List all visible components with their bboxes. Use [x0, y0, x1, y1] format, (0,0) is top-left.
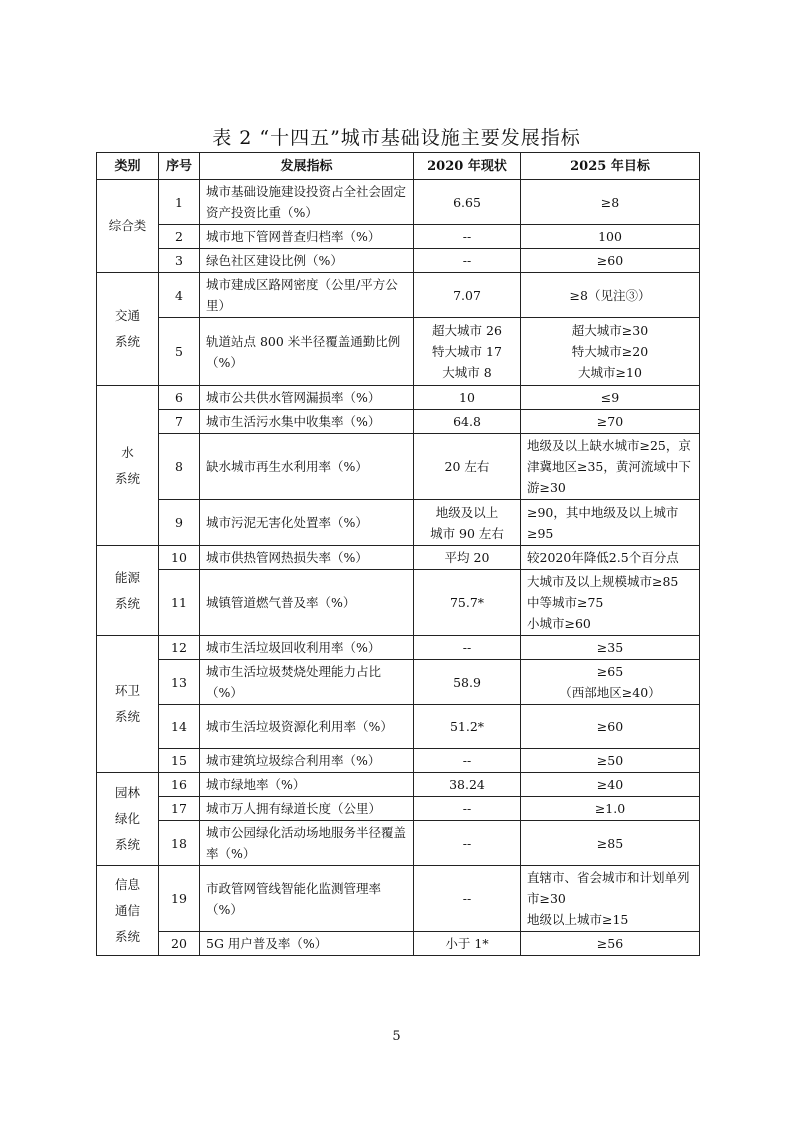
- table-row: [97, 386, 700, 410]
- row-number: 3: [159, 249, 200, 273]
- row-number: 19: [159, 866, 200, 932]
- category-cell: 能源 系统: [97, 546, 159, 636]
- indicator-cell: 城市万人拥有绿道长度（公里）: [200, 797, 414, 821]
- table-row: [97, 866, 700, 932]
- table-row: [97, 570, 700, 636]
- table-row: [97, 434, 700, 500]
- table-row: [97, 546, 700, 570]
- indicator-cell: 城市绿地率（%）: [200, 773, 414, 797]
- target-2025-cell: ≥8: [521, 180, 700, 225]
- row-number: 17: [159, 797, 200, 821]
- table-row: [97, 660, 700, 705]
- status-2020-cell: 地级及以上 城市 90 左右: [414, 500, 521, 546]
- table-row: [97, 932, 700, 956]
- table-row: [97, 797, 700, 821]
- category-cell: 综合类: [97, 180, 159, 273]
- row-number: 4: [159, 273, 200, 318]
- table-row: [97, 249, 700, 273]
- status-2020-cell: --: [414, 636, 521, 660]
- status-2020-cell: 平均 20: [414, 546, 521, 570]
- target-2025-cell: 超大城市≥30 特大城市≥20 大城市≥10: [521, 318, 700, 386]
- target-2025-cell: ≤9: [521, 386, 700, 410]
- status-2020-cell: --: [414, 749, 521, 773]
- indicator-cell: 城市供热管网热损失率（%）: [200, 546, 414, 570]
- category-cell: 水 系统: [97, 386, 159, 546]
- page-number: 5: [392, 1029, 401, 1044]
- row-number: 13: [159, 660, 200, 705]
- header-category: 类别: [97, 153, 159, 180]
- target-2025-cell: ≥60: [521, 705, 700, 749]
- indicator-cell: 5G 用户普及率（%）: [200, 932, 414, 956]
- row-number: 9: [159, 500, 200, 546]
- target-2025-cell: ≥35: [521, 636, 700, 660]
- indicator-cell: 城镇管道燃气普及率（%）: [200, 570, 414, 636]
- status-2020-cell: 7.07: [414, 273, 521, 318]
- target-2025-cell: ≥50: [521, 749, 700, 773]
- status-2020-cell: 10: [414, 386, 521, 410]
- header-indicator: 发展指标: [200, 153, 414, 180]
- status-2020-cell: 小于 1*: [414, 932, 521, 956]
- header-2025: 2025 年目标: [521, 153, 700, 180]
- table-row: [97, 749, 700, 773]
- table-row: [97, 821, 700, 866]
- target-2025-cell: ≥65 （西部地区≥40）: [521, 660, 700, 705]
- indicator-cell: 缺水城市再生水利用率（%）: [200, 434, 414, 500]
- target-2025-cell: 大城市及以上规模城市≥85 中等城市≥75 小城市≥60: [521, 570, 700, 636]
- indicator-table: [96, 152, 700, 956]
- target-2025-cell: ≥90，其中地级及以上城市≥95: [521, 500, 700, 546]
- header-2020: 2020 年现状: [414, 153, 521, 180]
- indicator-cell: 城市公园绿化活动场地服务半径覆盖率（%）: [200, 821, 414, 866]
- status-2020-cell: --: [414, 821, 521, 866]
- indicator-cell: 绿色社区建设比例（%）: [200, 249, 414, 273]
- indicator-cell: 市政管网管线智能化监测管理率（%）: [200, 866, 414, 932]
- status-2020-cell: 75.7*: [414, 570, 521, 636]
- table-row: [97, 225, 700, 249]
- row-number: 5: [159, 318, 200, 386]
- header-row: [97, 153, 700, 180]
- status-2020-cell: 58.9: [414, 660, 521, 705]
- row-number: 6: [159, 386, 200, 410]
- table-row: [97, 273, 700, 318]
- status-2020-cell: --: [414, 225, 521, 249]
- target-2025-cell: 直辖市、省会城市和计划单列市≥30 地级以上城市≥15: [521, 866, 700, 932]
- status-2020-cell: 64.8: [414, 410, 521, 434]
- status-2020-cell: 20 左右: [414, 434, 521, 500]
- indicator-cell: 城市生活垃圾焚烧处理能力占比（%）: [200, 660, 414, 705]
- row-number: 10: [159, 546, 200, 570]
- target-2025-cell: 100: [521, 225, 700, 249]
- row-number: 12: [159, 636, 200, 660]
- target-2025-cell: ≥60: [521, 249, 700, 273]
- target-2025-cell: ≥85: [521, 821, 700, 866]
- indicator-cell: 轨道站点 800 米半径覆盖通勤比例（%）: [200, 318, 414, 386]
- category-cell: 环卫 系统: [97, 636, 159, 773]
- target-2025-cell: ≥40: [521, 773, 700, 797]
- row-number: 14: [159, 705, 200, 749]
- row-number: 1: [159, 180, 200, 225]
- table-body: [97, 180, 700, 956]
- row-number: 11: [159, 570, 200, 636]
- table-row: [97, 180, 700, 225]
- row-number: 2: [159, 225, 200, 249]
- table-row: [97, 705, 700, 749]
- status-2020-cell: --: [414, 866, 521, 932]
- row-number: 18: [159, 821, 200, 866]
- indicator-cell: 城市污泥无害化处置率（%）: [200, 500, 414, 546]
- status-2020-cell: 38.24: [414, 773, 521, 797]
- target-2025-cell: 地级及以上缺水城市≥25，京津冀地区≥35，黄河流域中下游≥30: [521, 434, 700, 500]
- indicator-cell: 城市生活垃圾资源化利用率（%）: [200, 705, 414, 749]
- target-2025-cell: ≥70: [521, 410, 700, 434]
- target-2025-cell: ≥8（见注③）: [521, 273, 700, 318]
- row-number: 16: [159, 773, 200, 797]
- target-2025-cell: ≥56: [521, 932, 700, 956]
- table-row: [97, 410, 700, 434]
- table-row: [97, 500, 700, 546]
- target-2025-cell: ≥1.0: [521, 797, 700, 821]
- table-title: 表 2 “十四五”城市基础设施主要发展指标: [212, 127, 581, 149]
- row-number: 7: [159, 410, 200, 434]
- category-cell: 交通 系统: [97, 273, 159, 386]
- row-number: 20: [159, 932, 200, 956]
- category-cell: 信息 通信 系统: [97, 866, 159, 956]
- table-row: [97, 318, 700, 386]
- indicator-cell: 城市基础设施建设投资占全社会固定资产投资比重（%）: [200, 180, 414, 225]
- row-number: 8: [159, 434, 200, 500]
- status-2020-cell: 6.65: [414, 180, 521, 225]
- target-2025-cell: 较2020年降低2.5个百分点: [521, 546, 700, 570]
- status-2020-cell: --: [414, 797, 521, 821]
- status-2020-cell: 超大城市 26 特大城市 17 大城市 8: [414, 318, 521, 386]
- status-2020-cell: 51.2*: [414, 705, 521, 749]
- indicator-cell: 城市建筑垃圾综合利用率（%）: [200, 749, 414, 773]
- indicator-cell: 城市公共供水管网漏损率（%）: [200, 386, 414, 410]
- status-2020-cell: --: [414, 249, 521, 273]
- row-number: 15: [159, 749, 200, 773]
- table-row: [97, 773, 700, 797]
- table-row: [97, 636, 700, 660]
- indicator-cell: 城市生活垃圾回收利用率（%）: [200, 636, 414, 660]
- category-cell: 园林 绿化 系统: [97, 773, 159, 866]
- indicator-cell: 城市生活污水集中收集率（%）: [200, 410, 414, 434]
- indicator-cell: 城市建成区路网密度（公里/平方公里）: [200, 273, 414, 318]
- header-no: 序号: [159, 153, 200, 180]
- indicator-cell: 城市地下管网普查归档率（%）: [200, 225, 414, 249]
